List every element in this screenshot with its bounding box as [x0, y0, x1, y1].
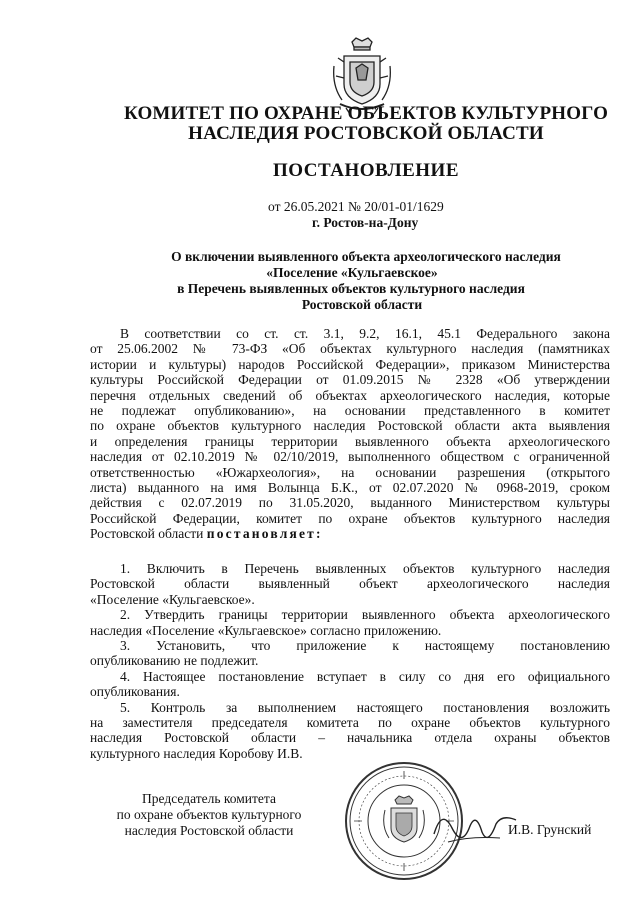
- signatory-title-line3: наследия Ростовской области: [124, 823, 294, 838]
- subject-line1: О включении выявленного объекта археологического наследия: [171, 249, 561, 264]
- resolution-item-5: [90, 700, 610, 762]
- resolution-item-1: [90, 561, 610, 607]
- handwritten-signature: [430, 798, 520, 858]
- document-city: г. Ростов-на-Дону: [312, 215, 419, 230]
- preamble-line: и определения границы территории выявленного объекта археологического: [90, 433, 610, 449]
- preamble-line: наследия от 02.10.2019 № 02/10/2019, выполненного обществом с ограниченной: [90, 449, 610, 465]
- resolution-item-4: [90, 669, 610, 700]
- signatory-name: И.В. Грунский: [508, 822, 592, 837]
- signatory-title: [90, 791, 328, 839]
- preamble-last-line-text: Ростовской области: [90, 526, 204, 542]
- item-line: наследия «Поселение «Кульгаевское» согласно приложению.: [90, 622, 442, 638]
- preamble-line: истории и культуры) народов Российской Федерации», приказом Министерства: [90, 356, 610, 372]
- preamble-line: по охране объектов культурного наследия Ростовской области акта выявления: [90, 418, 610, 434]
- preamble-paragraph: [90, 326, 610, 541]
- organization-name-line2: НАСЛЕДИЯ РОСТОВСКОЙ ОБЛАСТИ: [188, 123, 544, 144]
- preamble-last-line: [90, 526, 610, 541]
- resolution-item-2: [90, 607, 610, 638]
- item-line: «Поселение «Кульгаевское».: [90, 591, 255, 607]
- resolution-items: [90, 561, 610, 761]
- preamble-line: ответственностью «Южархеология», на основании разрешения (открытого: [90, 464, 610, 480]
- item-line: 2. Утвердить границы территории выявленного объекта археологического: [120, 607, 610, 623]
- resolves-word: постановляет:: [206, 526, 323, 542]
- item-line: 1. Включить в Перечень выявленных объектов культурного наследия: [120, 561, 610, 576]
- item-line: опубликованию не подлежит.: [90, 653, 259, 669]
- item-line: на заместителя председателя комитета по охране объектов культурного: [90, 714, 610, 730]
- preamble-line: листа) выданного на имя Волынца Б.К., от 02.07.2020 № 0968-2019, сроком: [90, 479, 610, 495]
- preamble-line: перечня отдельных сведений об объектах археологического наследия, которые: [90, 387, 610, 403]
- preamble-line: Российской Федерации, комитет по охране объектов культурного наследия: [90, 510, 610, 526]
- preamble-line: В соответствии со ст. ст. 3.1, 9.2, 16.1, 45.1 Федерального закона: [120, 326, 610, 341]
- resolution-item-3: [90, 638, 610, 669]
- subject-line4: Ростовской области: [301, 297, 423, 312]
- item-line: наследия Ростовской области – начальника отдела охраны объектов: [90, 730, 610, 746]
- preamble-line: не подлежат опубликованию», на основании представленного в комитет: [90, 402, 610, 418]
- signatory-title-line1: Председатель комитета: [142, 791, 276, 806]
- item-line: 4. Настоящее постановление вступает в силу со дня его официального: [120, 668, 610, 684]
- item-line: 3. Установить, что приложение к настоящему постановлению: [120, 637, 610, 653]
- item-line: культурного наследия Коробову И.В.: [90, 745, 303, 761]
- preamble-line: культуры Российской Федерации от 01.09.2015 № 2328 «Об утверждении: [90, 372, 610, 388]
- document-date-number: от 26.05.2021 № 20/01-01/1629: [268, 199, 444, 214]
- preamble-line: от 25.06.2002 № 73-ФЗ «Об объектах культурного наследия (памятниках: [90, 341, 610, 357]
- subject-line2: «Поселение «Кульгаевское»: [266, 265, 438, 280]
- subject-line3: в Перечень выявленных объектов культурного наследия: [177, 281, 525, 296]
- item-line: опубликования.: [90, 684, 180, 700]
- signatory-title-line2: по охране объектов культурного: [116, 807, 302, 822]
- item-line: 5. Контроль за выполнением настоящего постановления возложить: [120, 699, 610, 715]
- organization-name-line1: КОМИТЕТ ПО ОХРАНЕ ОБЪЕКТОВ КУЛЬТУРНОГО: [123, 103, 609, 124]
- document-type-title: ПОСТАНОВЛЕНИЕ: [272, 160, 460, 181]
- item-line: Ростовской области выявленный объект археологического наследия: [90, 576, 610, 592]
- preamble-line: действия с 02.07.2019 по 31.05.2020, выданного Министерством культуры: [90, 495, 610, 511]
